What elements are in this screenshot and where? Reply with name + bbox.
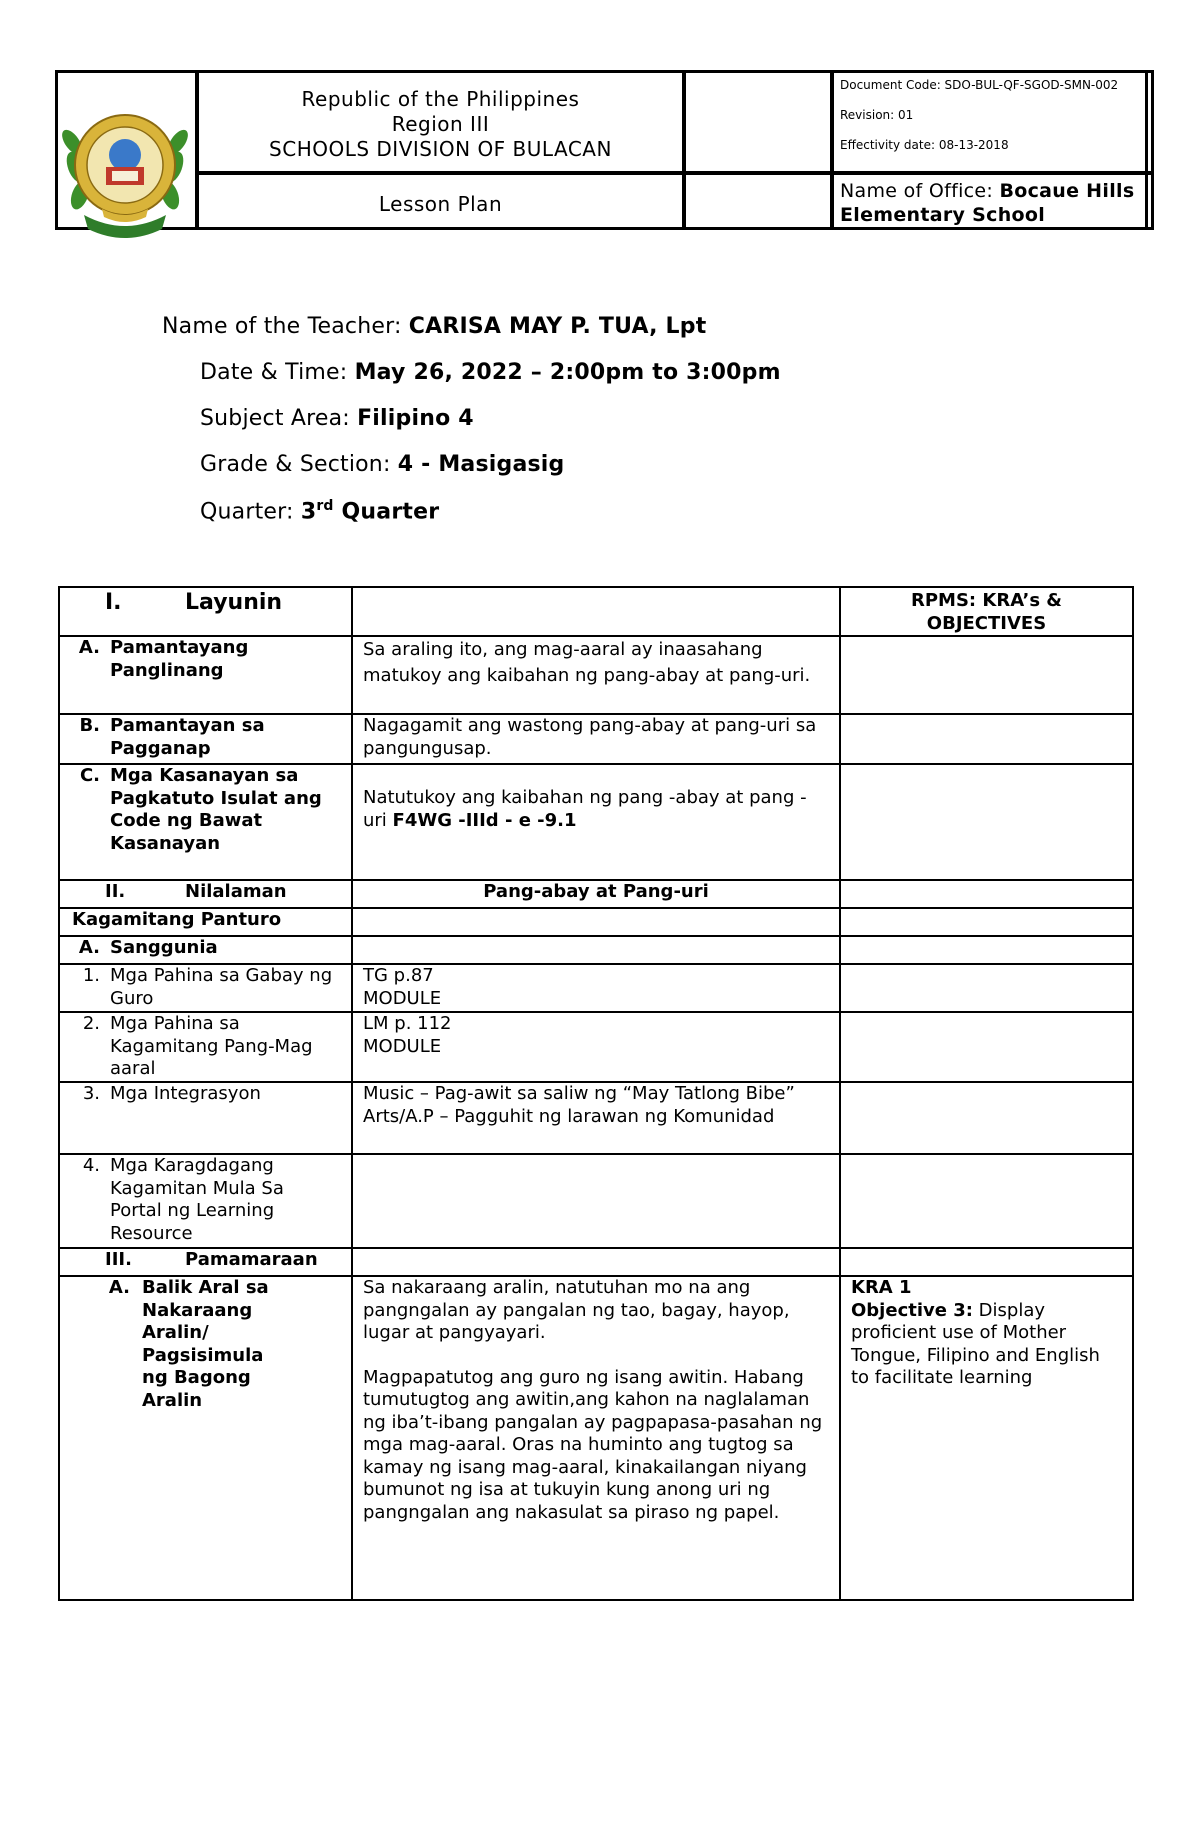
republic-text: Republic of the Philippines	[301, 87, 580, 111]
quarter-suffix: rd	[316, 498, 334, 514]
row-title: Mga Kasanayan sa Pagkatuto Isulat ang Code ng Bawat Kasanayan	[110, 765, 322, 854]
table-row: 2. Mga Pahina sa Kagamitang Pang-Mag aaral LM p. 112 MODULE	[59, 1012, 1133, 1082]
section-number: I.	[105, 590, 122, 615]
row-content: Nagagamit ang wastong pang-abay at pang-uri sa pangungusap.	[352, 714, 840, 764]
office-name: Bocaue Hills Elementary School	[840, 180, 1135, 226]
objective-text: Display proficient use of Mother Tongue, Filipino and English to facilitate learning	[851, 1299, 1100, 1388]
competency-code: F4WG -IIId - e -9.1	[392, 809, 577, 831]
table-row: C. Mga Kasanayan sa Pagkatuto Isulat ang Code ng Bawat Kasanayan Natutukoy ang kaibahan ng pang -abay at pang -uri F4WG -IIId - e -9.1	[59, 764, 1133, 880]
quarter-number: 3	[300, 499, 317, 525]
section-title: Nilalaman	[185, 881, 287, 902]
teacher-label: Name of the Teacher:	[162, 314, 409, 339]
table-row: III. Pamamaraan	[59, 1248, 1133, 1276]
kra-label: KRA 1	[851, 1277, 912, 1298]
row-content: LM p. 112	[363, 1013, 452, 1034]
table-row: A. Balik Aral sa Nakaraang Aralin/ Pagsisimula ng Bagong Aralin Sa nakaraang aralin, natutuhan mo na ang pangngalan ay pangalan ng tao, bagay, hayop, lugar at pangyayari. Magpapatutog ang guro ng isang awitin. Habang tumutugtog ang awitin,ang kahon na naglalaman ng iba’t-ibang pangalan ay pagpapasa-pasahan ng mga mag-aaral. Oras na huminto ang tugtog sa kamay ng isang mag-aaral, kinakailangan niyang bumunot ng isa at tukuyin kung anong uri ng pangngalan ang nakasulat sa piraso ng papel. KRA 1 Objective 3: Display proficient use of Mother Tongue, Filipino and English to facilitate learning	[59, 1276, 1133, 1600]
lesson-plan-table	[58, 586, 1134, 1601]
row-content: Sa nakaraang aralin, natutuhan mo na ang pangngalan ay pangalan ng tao, bagay, hayop, lugar at pangyayari.	[363, 1277, 790, 1343]
document-code-cell	[831, 70, 1154, 174]
division-text: SCHOOLS DIVISION OF BULACAN	[269, 137, 612, 161]
grade-value: 4 - Masigasig	[397, 452, 565, 477]
table-row: A. Sanggunia	[59, 936, 1133, 964]
region-text: Region III	[391, 112, 490, 136]
table-row: 1. Mga Pahina sa Gabay ng Guro TG p.87 MODULE	[59, 964, 1133, 1012]
objective-label: Objective 3:	[851, 1299, 973, 1321]
row-title: Pamantayang Panglinang	[110, 637, 249, 681]
blank-cell	[683, 70, 833, 174]
table-row: A. Pamantayang Panglinang Sa araling ito, ang mag-aaral ay inaasahang matukoy ang kaibahan ng pang-abay at pang-uri.	[59, 636, 1133, 714]
quarter-line	[200, 498, 439, 524]
date-value: May 26, 2022 – 2:00pm to 3:00pm	[354, 360, 781, 385]
subject-line	[200, 406, 474, 431]
table-row: II. Nilalaman Pang-abay at Pang-uri	[59, 880, 1133, 908]
row-content: Pang-abay at Pang-uri	[352, 880, 840, 908]
teacher-name: CARISA MAY P. TUA, Lpt	[408, 314, 707, 339]
blank-cell	[683, 172, 833, 230]
document-code: Document Code: SDO-BUL-QF-SGOD-SMN-002	[840, 78, 1119, 92]
grade-line	[200, 452, 564, 477]
row-content: MODULE	[363, 1035, 442, 1057]
document-header	[55, 70, 1148, 230]
row-content: Magpapatutog ang guro ng isang awitin. Habang tumutugtog ang awitin,ang kahon na naglalaman ng iba’t-ibang pangalan ay pagpapasa-pasahan ng mga mag-aaral. Oras na huminto ang tugtog sa kamay ng isang mag-aaral, kinakailangan niyang bumunot ng isa at tukuyin kung anong uri ng pangngalan ang nakasulat sa piraso ng papel.	[363, 1366, 823, 1523]
row-content: Music – Pag-awit sa saliw ng “May Tatlong Bibe”	[363, 1083, 795, 1104]
teacher-line	[162, 314, 706, 339]
quarter-label: Quarter:	[200, 499, 301, 525]
table-row	[59, 587, 1133, 636]
row-title: Mga Pahina sa Gabay ng Guro	[110, 965, 333, 1009]
table-row	[59, 908, 1133, 936]
row-title: Mga Karagdagang Kagamitan Mula Sa Portal ng Learning Resource	[110, 1155, 284, 1244]
row-title: Sanggunia	[110, 937, 218, 958]
row-content: Natutukoy ang kaibahan ng pang -abay at pang -uri	[363, 787, 807, 831]
table-row: B. Pamantayan sa Pagganap Nagagamit ang wastong pang-abay at pang-uri sa pangungusap.	[59, 714, 1133, 764]
section-title: Pamamaraan	[185, 1249, 318, 1270]
row-title: Mga Pahina sa Kagamitang Pang-Mag aaral	[110, 1013, 313, 1079]
table-row: 4. Mga Karagdagang Kagamitan Mula Sa Portal ng Learning Resource	[59, 1154, 1133, 1248]
office-cell	[831, 172, 1154, 230]
row-content: Arts/A.P – Pagguhit ng larawan ng Komunidad	[363, 1105, 775, 1127]
row-content: TG p.87	[363, 965, 434, 986]
rpms-heading: RPMS: KRA’s & OBJECTIVES	[840, 587, 1133, 636]
table-row: 3. Mga Integrasyon Music – Pag-awit sa saliw ng “May Tatlong Bibe” Arts/A.P – Pagguhit ng larawan ng Komunidad	[59, 1082, 1133, 1154]
quarter-word: Quarter	[333, 499, 440, 525]
grade-label: Grade & Section:	[200, 452, 398, 477]
school-seal-logo	[62, 97, 188, 243]
subject-value: Filipino 4	[357, 406, 474, 431]
effectivity-date: Effectivity date: 08-13-2018	[840, 138, 1009, 152]
revision: Revision: 01	[840, 108, 914, 122]
row-title: Pamantayan sa Pagganap	[110, 715, 265, 759]
date-label: Date & Time:	[200, 360, 355, 385]
office-label: Name of Office:	[840, 180, 1000, 202]
lesson-plan-title: Lesson Plan	[196, 172, 685, 230]
row-title: Kagamitang Panturo	[59, 908, 352, 936]
row-content: Sa araling ito, ang mag-aaral ay inaasahang matukoy ang kaibahan ng pang-abay at pang-uri.	[352, 636, 840, 714]
row-title: Balik Aral sa Nakaraang Aralin/ Pagsisimula ng Bagong Aralin	[142, 1277, 269, 1411]
section-title: Layunin	[185, 590, 283, 615]
row-title: Mga Integrasyon	[110, 1083, 261, 1104]
date-line	[200, 360, 781, 385]
agency-cell	[196, 70, 685, 174]
subject-label: Subject Area:	[200, 406, 358, 431]
row-content: MODULE	[363, 987, 442, 1009]
